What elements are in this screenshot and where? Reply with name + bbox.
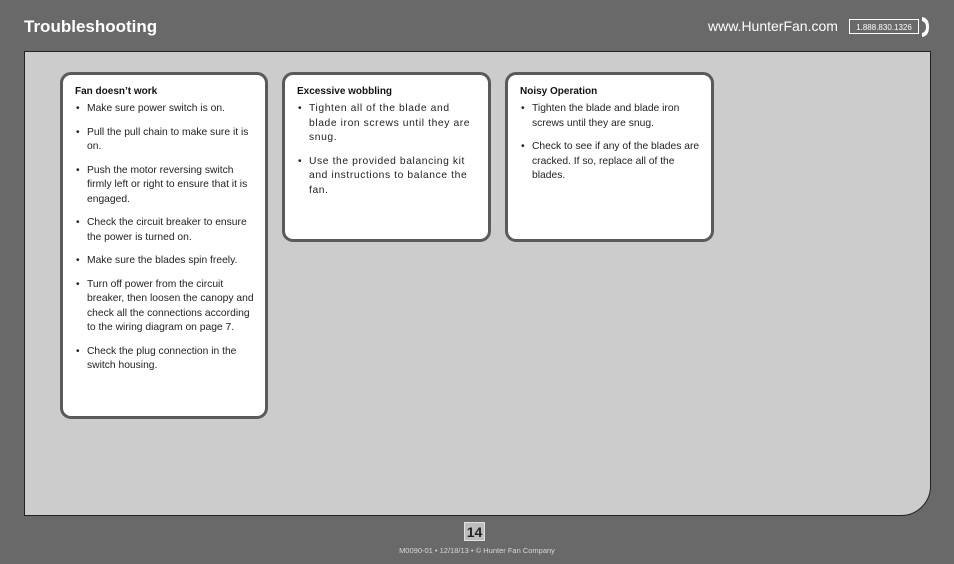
page-number: 14	[464, 522, 485, 541]
card-list	[75, 102, 255, 374]
card-title: Noisy Operation	[520, 86, 598, 97]
list-item: • Check the plug connection in the switch housing.	[75, 345, 255, 374]
list-item: • Tighten all of the blade and blade iron screws until they are snug.	[297, 102, 478, 146]
troubleshooting-panel	[24, 51, 931, 516]
phone-handset-icon	[920, 16, 930, 38]
card-title: Fan doesn’t work	[75, 86, 158, 97]
list-item: • Tighten the blade and blade iron screws until they are snug.	[520, 102, 701, 131]
footer-copyright: M0090-01 • 12/18/13 • © Hunter Fan Company	[399, 546, 555, 555]
card-list	[520, 102, 701, 184]
list-item: • Make sure the blades spin freely.	[75, 254, 255, 269]
card-fan-doesnt-work	[60, 72, 268, 419]
list-item: • Make sure power switch is on.	[75, 102, 255, 117]
phone-number: 1.888.830.1326	[849, 19, 919, 34]
list-item: • Check to see if any of the blades are cracked. If so, replace all of the blades.	[520, 140, 701, 184]
list-item: • Use the provided balancing kit and instructions to balance the fan.	[297, 155, 478, 199]
card-noisy-operation	[505, 72, 714, 242]
card-title: Excessive wobbling	[297, 86, 393, 97]
page-title: Troubleshooting	[24, 17, 158, 36]
website-link[interactable]: www.HunterFan.com	[708, 18, 838, 34]
card-list	[297, 102, 478, 198]
list-item: • Pull the pull chain to make sure it is on.	[75, 126, 255, 155]
list-item: • Push the motor reversing switch firmly left or right to ensure that it is engaged.	[75, 164, 255, 208]
list-item: • Check the circuit breaker to ensure the power is turned on.	[75, 216, 255, 245]
card-excessive-wobbling	[282, 72, 491, 242]
list-item: • Turn off power from the circuit breaker, then loosen the canopy and check all the connections according to the wiring diagram on page 7.	[75, 278, 255, 336]
